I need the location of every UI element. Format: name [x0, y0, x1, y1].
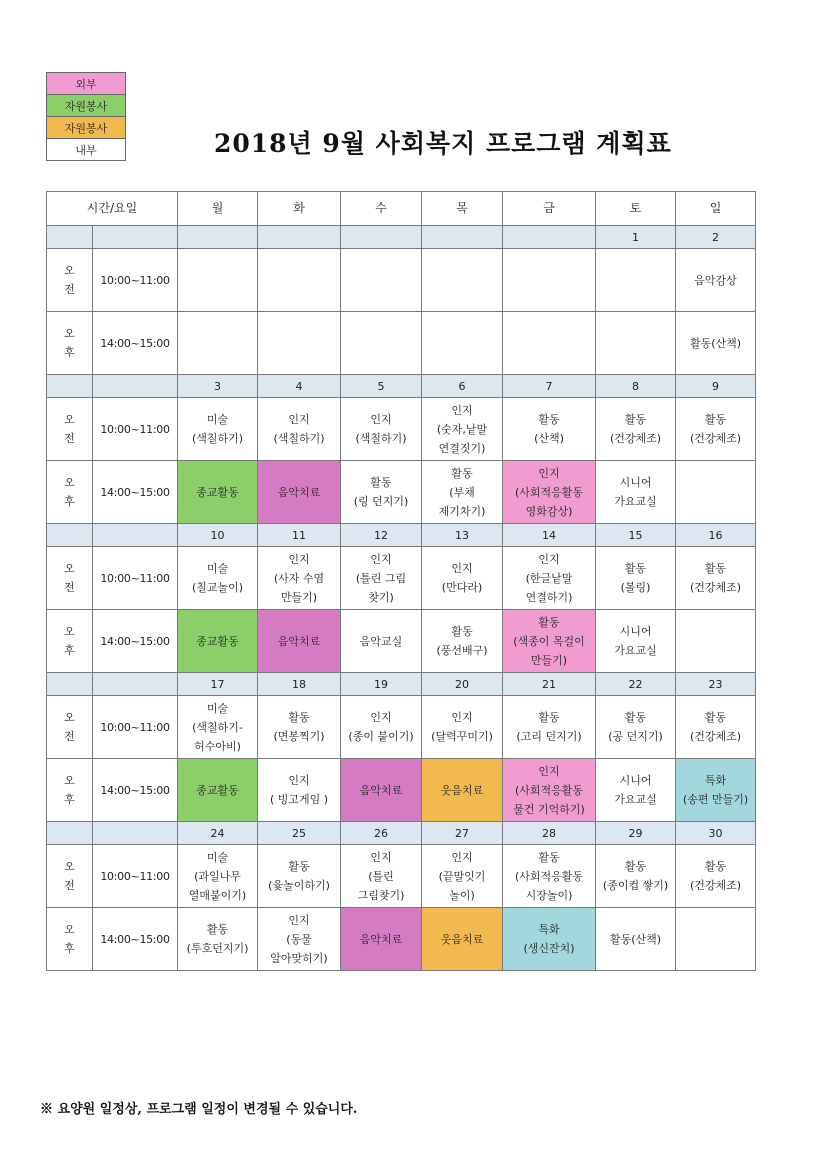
date-spacer — [93, 226, 178, 249]
date-cell: 2 — [676, 226, 756, 249]
program-cell — [422, 249, 503, 312]
program-cell — [341, 312, 422, 375]
program-cell — [503, 312, 596, 375]
slot-row-pm — [47, 908, 756, 971]
schedule-table — [46, 191, 756, 971]
program-cell: 음악치료 — [341, 908, 422, 971]
date-cell: 18 — [258, 673, 341, 696]
footnote: ※ 요양원 일정상, 프로그램 일정이 변경될 수 있습니다. — [40, 1102, 358, 1117]
date-cell: 7 — [503, 375, 596, 398]
date-cell: 23 — [676, 673, 756, 696]
program-cell: 미술 (색칠하기- 허수아비) — [178, 696, 258, 759]
program-cell: 특화 (생신잔치) — [503, 908, 596, 971]
date-cell: 8 — [596, 375, 676, 398]
program-cell: 시니어 가요교실 — [596, 759, 676, 822]
header-row — [47, 192, 756, 226]
half-day-label: 오 후 — [47, 908, 93, 971]
date-cell: 19 — [341, 673, 422, 696]
program-cell: 활동 (공 던지기) — [596, 696, 676, 759]
date-cell: 24 — [178, 822, 258, 845]
program-cell: 음악감상 — [676, 249, 756, 312]
slot-row-am — [47, 696, 756, 759]
program-cell — [676, 908, 756, 971]
program-cell: 음악교실 — [341, 610, 422, 673]
program-cell: 인지 (숫자,낱말 연결짓기) — [422, 398, 503, 461]
slot-row-pm — [47, 610, 756, 673]
half-day-label: 오 전 — [47, 845, 93, 908]
program-cell — [596, 312, 676, 375]
program-cell: 인지 (끝말잇기 놀이) — [422, 845, 503, 908]
legend-external: 외부 — [47, 73, 126, 95]
program-cell — [258, 312, 341, 375]
page-title: 2018년 9월 사회복지 프로그램 계획표 — [214, 129, 672, 158]
slot-row-am — [47, 547, 756, 610]
date-cell: 1 — [596, 226, 676, 249]
date-cell: 15 — [596, 524, 676, 547]
program-cell — [178, 312, 258, 375]
half-day-label: 오 전 — [47, 696, 93, 759]
program-cell: 인지 (달력꾸미기) — [422, 696, 503, 759]
date-cell: 10 — [178, 524, 258, 547]
program-cell: 활동 (면봉찍기) — [258, 696, 341, 759]
date-cell: 6 — [422, 375, 503, 398]
date-cell: 3 — [178, 375, 258, 398]
time-day-header: 시간/요일 — [47, 192, 178, 226]
program-cell: 음악치료 — [341, 759, 422, 822]
day-header: 수 — [341, 192, 422, 226]
program-cell: 인지 (종이 붙이기) — [341, 696, 422, 759]
program-cell — [503, 249, 596, 312]
program-cell: 인지 (사자 수염 만들기) — [258, 547, 341, 610]
program-cell: 웃음치료 — [422, 759, 503, 822]
date-spacer — [47, 226, 93, 249]
slot-row-am — [47, 249, 756, 312]
day-header: 목 — [422, 192, 503, 226]
program-cell — [676, 610, 756, 673]
program-cell: 인지 (사회적응활동 물건 기억하기) — [503, 759, 596, 822]
date-spacer — [47, 375, 93, 398]
date-row — [47, 524, 756, 547]
time-range: 10:00~11:00 — [93, 547, 178, 610]
slot-row-pm — [47, 312, 756, 375]
time-range: 14:00~15:00 — [93, 610, 178, 673]
program-cell: 시니어 가요교실 — [596, 461, 676, 524]
slot-row-pm — [47, 461, 756, 524]
date-cell: 20 — [422, 673, 503, 696]
program-cell: 종교활동 — [178, 461, 258, 524]
program-cell: 미술 (색칠하기) — [178, 398, 258, 461]
program-cell: 활동(산책) — [596, 908, 676, 971]
slot-row-am — [47, 845, 756, 908]
program-cell: 인지 (만다라) — [422, 547, 503, 610]
program-cell: 활동 (색종이 목걸이 만들기) — [503, 610, 596, 673]
date-cell: 25 — [258, 822, 341, 845]
program-cell: 활동(산책) — [676, 312, 756, 375]
date-cell: 27 — [422, 822, 503, 845]
day-header: 금 — [503, 192, 596, 226]
time-range: 14:00~15:00 — [93, 312, 178, 375]
program-cell — [596, 249, 676, 312]
half-day-label: 오 전 — [47, 249, 93, 312]
slot-row-pm — [47, 759, 756, 822]
time-range: 14:00~15:00 — [93, 908, 178, 971]
program-cell: 인지 (동물 알아맞히기) — [258, 908, 341, 971]
half-day-label: 오 전 — [47, 398, 93, 461]
program-cell: 활동 (윷놀이하기) — [258, 845, 341, 908]
half-day-label: 오 후 — [47, 610, 93, 673]
half-day-label: 오 후 — [47, 461, 93, 524]
half-day-label: 오 후 — [47, 312, 93, 375]
program-cell: 미술 (칠교놀이) — [178, 547, 258, 610]
program-cell: 종교활동 — [178, 759, 258, 822]
date-row — [47, 375, 756, 398]
program-cell: 인지 (사회적응활동 영화감상) — [503, 461, 596, 524]
program-cell: 인지 (틀린 그림 찾기) — [341, 547, 422, 610]
program-cell: 인지 ( 빙고게임 ) — [258, 759, 341, 822]
program-cell: 활동 (건강체조) — [676, 547, 756, 610]
date-cell: 30 — [676, 822, 756, 845]
date-row — [47, 822, 756, 845]
program-cell: 활동 (볼링) — [596, 547, 676, 610]
date-cell: 12 — [341, 524, 422, 547]
program-cell — [422, 312, 503, 375]
day-header: 토 — [596, 192, 676, 226]
date-cell: 28 — [503, 822, 596, 845]
program-cell — [258, 249, 341, 312]
date-cell: 22 — [596, 673, 676, 696]
day-header: 일 — [676, 192, 756, 226]
date-spacer — [93, 375, 178, 398]
program-cell: 음악치료 — [258, 461, 341, 524]
program-cell: 미술 (과일나무 열매붙이기) — [178, 845, 258, 908]
date-cell: 11 — [258, 524, 341, 547]
date-row — [47, 226, 756, 249]
half-day-label: 오 후 — [47, 759, 93, 822]
program-cell: 활동 (종이컵 쌓기) — [596, 845, 676, 908]
program-cell — [676, 461, 756, 524]
program-cell: 인지 (한글낱말 연결하기) — [503, 547, 596, 610]
program-cell: 특화 (송편 만들기) — [676, 759, 756, 822]
program-cell: 활동 (부채 제기차기) — [422, 461, 503, 524]
time-range: 10:00~11:00 — [93, 249, 178, 312]
program-cell: 종교활동 — [178, 610, 258, 673]
date-cell: 16 — [676, 524, 756, 547]
program-cell: 활동 (투호던지기) — [178, 908, 258, 971]
day-header: 월 — [178, 192, 258, 226]
date-spacer — [93, 822, 178, 845]
time-range: 14:00~15:00 — [93, 461, 178, 524]
date-cell: 13 — [422, 524, 503, 547]
time-range: 10:00~11:00 — [93, 696, 178, 759]
date-row — [47, 673, 756, 696]
program-cell: 활동 (건강체조) — [676, 398, 756, 461]
date-cell: 17 — [178, 673, 258, 696]
program-cell — [178, 249, 258, 312]
date-cell: 9 — [676, 375, 756, 398]
program-cell: 음악치료 — [258, 610, 341, 673]
date-cell — [422, 226, 503, 249]
legend — [46, 72, 126, 161]
program-cell — [341, 249, 422, 312]
date-cell: 4 — [258, 375, 341, 398]
date-spacer — [47, 673, 93, 696]
date-cell — [178, 226, 258, 249]
date-cell: 5 — [341, 375, 422, 398]
program-cell: 활동 (건강체조) — [676, 696, 756, 759]
program-cell: 인지 (틀린 그림찾기) — [341, 845, 422, 908]
date-cell — [341, 226, 422, 249]
date-spacer — [93, 524, 178, 547]
day-header: 화 — [258, 192, 341, 226]
time-range: 10:00~11:00 — [93, 398, 178, 461]
program-cell: 시니어 가요교실 — [596, 610, 676, 673]
date-cell: 21 — [503, 673, 596, 696]
date-cell — [503, 226, 596, 249]
legend-internal: 내부 — [47, 139, 126, 161]
program-cell: 활동 (건강체조) — [596, 398, 676, 461]
legend-volunteer-orange: 자원봉사 — [47, 117, 126, 139]
date-spacer — [47, 822, 93, 845]
program-cell: 활동 (건강체조) — [676, 845, 756, 908]
time-range: 14:00~15:00 — [93, 759, 178, 822]
date-cell: 29 — [596, 822, 676, 845]
date-spacer — [47, 524, 93, 547]
program-cell: 활동 (풍선배구) — [422, 610, 503, 673]
program-cell: 웃음치료 — [422, 908, 503, 971]
program-cell: 인지 (색칠하기) — [258, 398, 341, 461]
time-range: 10:00~11:00 — [93, 845, 178, 908]
date-cell: 14 — [503, 524, 596, 547]
program-cell: 활동 (산책) — [503, 398, 596, 461]
program-cell: 활동 (링 던지기) — [341, 461, 422, 524]
date-spacer — [93, 673, 178, 696]
date-cell: 26 — [341, 822, 422, 845]
program-cell: 활동 (사회적응활동 시장놀이) — [503, 845, 596, 908]
legend-volunteer-green: 자원봉사 — [47, 95, 126, 117]
program-cell: 활동 (고리 던지기) — [503, 696, 596, 759]
program-cell: 인지 (색칠하기) — [341, 398, 422, 461]
slot-row-am — [47, 398, 756, 461]
half-day-label: 오 전 — [47, 547, 93, 610]
date-cell — [258, 226, 341, 249]
